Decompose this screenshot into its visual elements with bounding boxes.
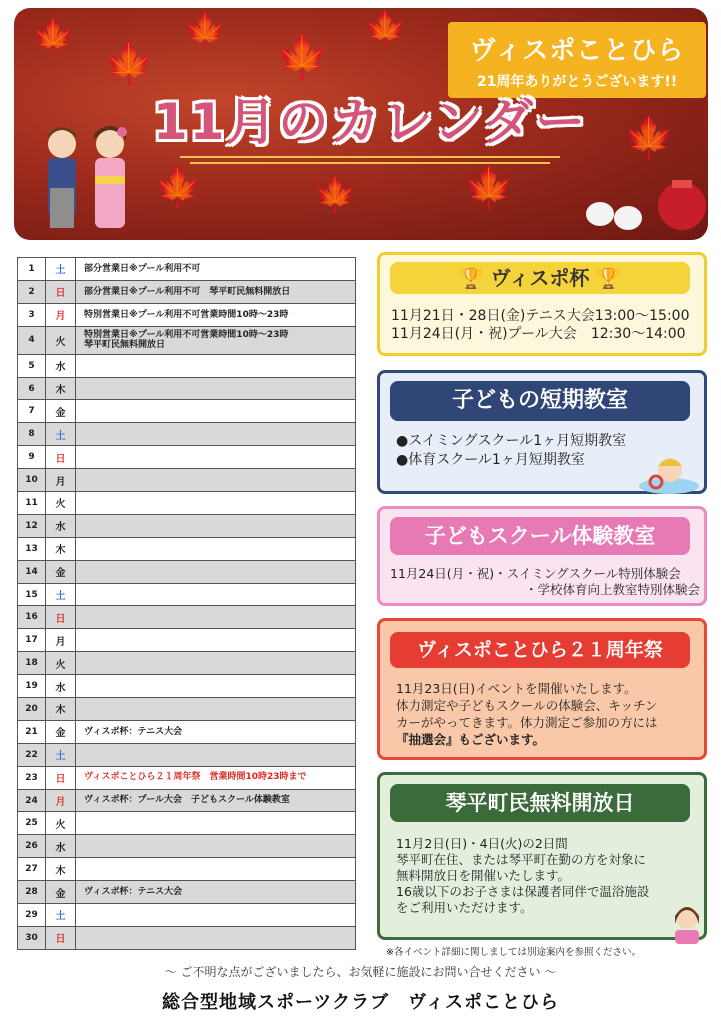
calendar-row: [18, 423, 356, 446]
calendar-note: [76, 583, 356, 606]
trophy-icon: 🏆: [596, 266, 622, 290]
calendar-note: ヴィスポ杯：テニス大会: [76, 881, 356, 904]
calendar-weekday: 日: [46, 926, 76, 949]
calendar-note: [76, 629, 356, 652]
calendar-row: [18, 789, 356, 812]
calendar-row: [18, 560, 356, 583]
calendar-note: [76, 698, 356, 721]
calendar-row: [18, 720, 356, 743]
brand-name: ヴィスポことひら: [469, 36, 685, 66]
calendar-note: 部分営業日※プール利用不可: [76, 258, 356, 281]
calendar-day-number: 27: [18, 858, 46, 881]
calendar-day-number: 20: [18, 698, 46, 721]
calendar-row: [18, 698, 356, 721]
calendar-weekday: 金: [46, 560, 76, 583]
calendar-row: [18, 514, 356, 537]
calendar-note: [76, 560, 356, 583]
calendar-day-number: 10: [18, 469, 46, 492]
maple-leaf-icon: 🍁: [184, 11, 227, 51]
festival-text: [396, 680, 696, 748]
calendar-row: [18, 652, 356, 675]
calendar-row: [18, 926, 356, 949]
calendar-day-number: 6: [18, 377, 46, 400]
calendar-row: [18, 446, 356, 469]
calendar-weekday: 木: [46, 537, 76, 560]
calendar-note: [76, 514, 356, 537]
calendar-weekday: 月: [46, 789, 76, 812]
short-class-line: ●体育スクール1ヶ月短期教室: [396, 452, 585, 468]
maple-leaf-icon: 🍁: [154, 165, 202, 209]
calendar-row: [18, 537, 356, 560]
free-day-line: 11月2日(日)・4日(火)の2日間: [396, 836, 568, 851]
chitose-ame-illustration: [580, 176, 708, 236]
free-day-line: 琴平町在住、または琴平町在勤の方を対象に: [396, 852, 647, 867]
calendar-weekday: 月: [46, 469, 76, 492]
festival-line: 『抽選会』もございます。: [396, 732, 546, 747]
calendar-weekday: 日: [46, 446, 76, 469]
calendar-note: ヴィスポことひら２１周年祭 営業時間10時23時まで: [76, 766, 356, 789]
maple-leaf-icon: 🍁: [314, 175, 357, 215]
calendar-row: [18, 904, 356, 927]
calendar-row: [18, 377, 356, 400]
free-day-text: [396, 836, 686, 916]
decorative-line: [190, 162, 550, 164]
calendar-note: [76, 537, 356, 560]
calendar-note: [76, 492, 356, 515]
calendar-row: [18, 858, 356, 881]
calendar-day-number: 30: [18, 926, 46, 949]
maple-leaf-icon: 🍁: [104, 41, 154, 87]
staff-woman-icon: [665, 900, 709, 944]
trophy-icon: 🏆: [458, 266, 484, 290]
calendar-row: [18, 400, 356, 423]
calendar-row: [18, 675, 356, 698]
calendar-day-number: 19: [18, 675, 46, 698]
free-day-title: 琴平町民無料開放日: [390, 784, 690, 822]
calendar-day-number: 14: [18, 560, 46, 583]
calendar-day-number: 22: [18, 743, 46, 766]
free-day-line: をご利用いただけます。: [396, 900, 533, 915]
vispo-cup-text: [391, 307, 701, 343]
calendar-note: [76, 812, 356, 835]
maple-leaf-icon: 🍁: [364, 9, 407, 49]
calendar-day-number: 12: [18, 514, 46, 537]
maple-leaf-icon: 🍁: [32, 17, 75, 57]
calendar-day-number: 24: [18, 789, 46, 812]
calendar-row: [18, 766, 356, 789]
calendar-note: 部分営業日※プール利用不可 琴平町民無料開放日: [76, 280, 356, 303]
trial-class-title: 子どもスクール体験教室: [390, 517, 690, 555]
swimmer-kid-icon: [638, 450, 700, 494]
calendar-day-number: 16: [18, 606, 46, 629]
footnote: ※各イベント詳細に関しましては別途案内を参照ください。: [386, 947, 641, 958]
short-class-line: ●スイミングスクール1ヶ月短期教室: [396, 433, 627, 449]
vispo-cup-line: 11月24日(月・祝)プール大会 12:30～14:00: [391, 326, 686, 342]
calendar-day-number: 2: [18, 280, 46, 303]
maple-leaf-icon: 🍁: [624, 115, 674, 161]
calendar-weekday: 日: [46, 280, 76, 303]
calendar-row: [18, 835, 356, 858]
festival-line: 11月23日(日)イベントを開催いたします。: [396, 681, 637, 696]
calendar-title: 11月のカレンダー: [152, 93, 588, 151]
calendar-row: [18, 583, 356, 606]
calendar-day-number: 17: [18, 629, 46, 652]
calendar-note: [76, 423, 356, 446]
calendar-row: [18, 326, 356, 354]
calendar-weekday: 土: [46, 904, 76, 927]
calendar-day-number: 26: [18, 835, 46, 858]
calendar-weekday: 火: [46, 492, 76, 515]
calendar-weekday: 土: [46, 258, 76, 281]
calendar-weekday: 木: [46, 377, 76, 400]
calendar-note: [76, 354, 356, 377]
calendar-row: [18, 280, 356, 303]
calendar-note: [76, 926, 356, 949]
calendar-weekday: 土: [46, 583, 76, 606]
calendar-weekday: 水: [46, 514, 76, 537]
vispo-cup-title: ヴィスポ杯: [490, 266, 590, 290]
calendar-note: ヴィスポ杯：プール大会 子どもスクール体験教室: [76, 789, 356, 812]
calendar-note: [76, 377, 356, 400]
calendar-note: [76, 675, 356, 698]
calendar-note: [76, 835, 356, 858]
calendar-day-number: 23: [18, 766, 46, 789]
calendar-row: [18, 743, 356, 766]
calendar-weekday: 木: [46, 698, 76, 721]
short-class-title: 子どもの短期教室: [390, 381, 690, 421]
calendar-day-number: 4: [18, 326, 46, 354]
calendar-weekday: 日: [46, 766, 76, 789]
calendar-weekday: 水: [46, 354, 76, 377]
trial-class-line: ・学校体育向上教室特別体験会: [524, 582, 700, 597]
calendar-day-number: 21: [18, 720, 46, 743]
calendar-day-number: 13: [18, 537, 46, 560]
calendar-day-number: 28: [18, 881, 46, 904]
calendar-row: [18, 492, 356, 515]
calendar-day-number: 9: [18, 446, 46, 469]
calendar-day-number: 25: [18, 812, 46, 835]
calendar-day-number: 8: [18, 423, 46, 446]
calendar-note: ヴィスポ杯：テニス大会: [76, 720, 356, 743]
calendar-day-number: 7: [18, 400, 46, 423]
calendar-day-number: 15: [18, 583, 46, 606]
vispo-cup-title-bar: [390, 262, 690, 294]
calendar-row: [18, 354, 356, 377]
calendar-row: [18, 258, 356, 281]
vispo-cup-line: 11月21日・28日(金)テニス大会13:00～15:00: [391, 308, 690, 324]
calendar-weekday: 火: [46, 326, 76, 354]
calendar-weekday: 水: [46, 835, 76, 858]
calendar-weekday: 土: [46, 743, 76, 766]
calendar-table: [17, 257, 356, 950]
calendar-note: [76, 652, 356, 675]
calendar-day-number: 11: [18, 492, 46, 515]
calendar-row: [18, 629, 356, 652]
calendar-note: [76, 904, 356, 927]
festival-line: カーがやってきます。体力測定ご参加の方には: [396, 715, 658, 730]
calendar-row: [18, 303, 356, 326]
calendar-note: [76, 446, 356, 469]
calendar-day-number: 3: [18, 303, 46, 326]
festival-title: ヴィスポことひら２１周年祭: [390, 632, 690, 668]
calendar-weekday: 月: [46, 629, 76, 652]
calendar-note: [76, 400, 356, 423]
free-day-line: 16歳以下のお子さまは保護者同伴で温浴施設: [396, 884, 650, 899]
calendar-weekday: 木: [46, 858, 76, 881]
calendar-weekday: 日: [46, 606, 76, 629]
calendar-weekday: 金: [46, 720, 76, 743]
calendar-note: [76, 743, 356, 766]
calendar-note: 特別営業日※プール利用不可営業時間10時～23時: [76, 303, 356, 326]
calendar-day-number: 5: [18, 354, 46, 377]
calendar-note: [76, 858, 356, 881]
short-class-text: [396, 432, 636, 470]
trial-class-text: [390, 566, 700, 598]
calendar-weekday: 土: [46, 423, 76, 446]
maple-leaf-icon: 🍁: [464, 165, 514, 211]
calendar-row: [18, 469, 356, 492]
calendar-row: [18, 881, 356, 904]
calendar-weekday: 火: [46, 652, 76, 675]
trial-class-line: 11月24日(月・祝)・スイミングスクール特別体験会: [390, 566, 681, 581]
calendar-weekday: 金: [46, 881, 76, 904]
calendar-row: [18, 606, 356, 629]
decorative-line: [180, 156, 560, 158]
organization-name: 総合型地域スポーツクラブ ヴィスポことひら: [161, 992, 560, 1013]
calendar-weekday: 月: [46, 303, 76, 326]
free-day-line: 無料開放日を開催いたします。: [396, 868, 571, 883]
calendar-weekday: 金: [46, 400, 76, 423]
maple-leaf-icon: 🍁: [276, 32, 329, 81]
calendar-note: 特別営業日※プール利用不可営業時間10時～23時 琴平町民無料開放日: [76, 326, 356, 354]
calendar-weekday: 水: [46, 675, 76, 698]
contact-note: ～ ご不明な点がございましたら、お気軽に施設にお問い合せください ～: [164, 965, 557, 979]
calendar-weekday: 火: [46, 812, 76, 835]
festival-line: 体力測定や子どもスクールの体験会、キッチン: [396, 698, 658, 713]
calendar-note: [76, 606, 356, 629]
calendar-day-number: 29: [18, 904, 46, 927]
calendar-row: [18, 812, 356, 835]
calendar-day-number: 1: [18, 258, 46, 281]
calendar-day-number: 18: [18, 652, 46, 675]
calendar-note: [76, 469, 356, 492]
anniversary-text: 21周年ありがとうございます!!: [476, 74, 678, 90]
